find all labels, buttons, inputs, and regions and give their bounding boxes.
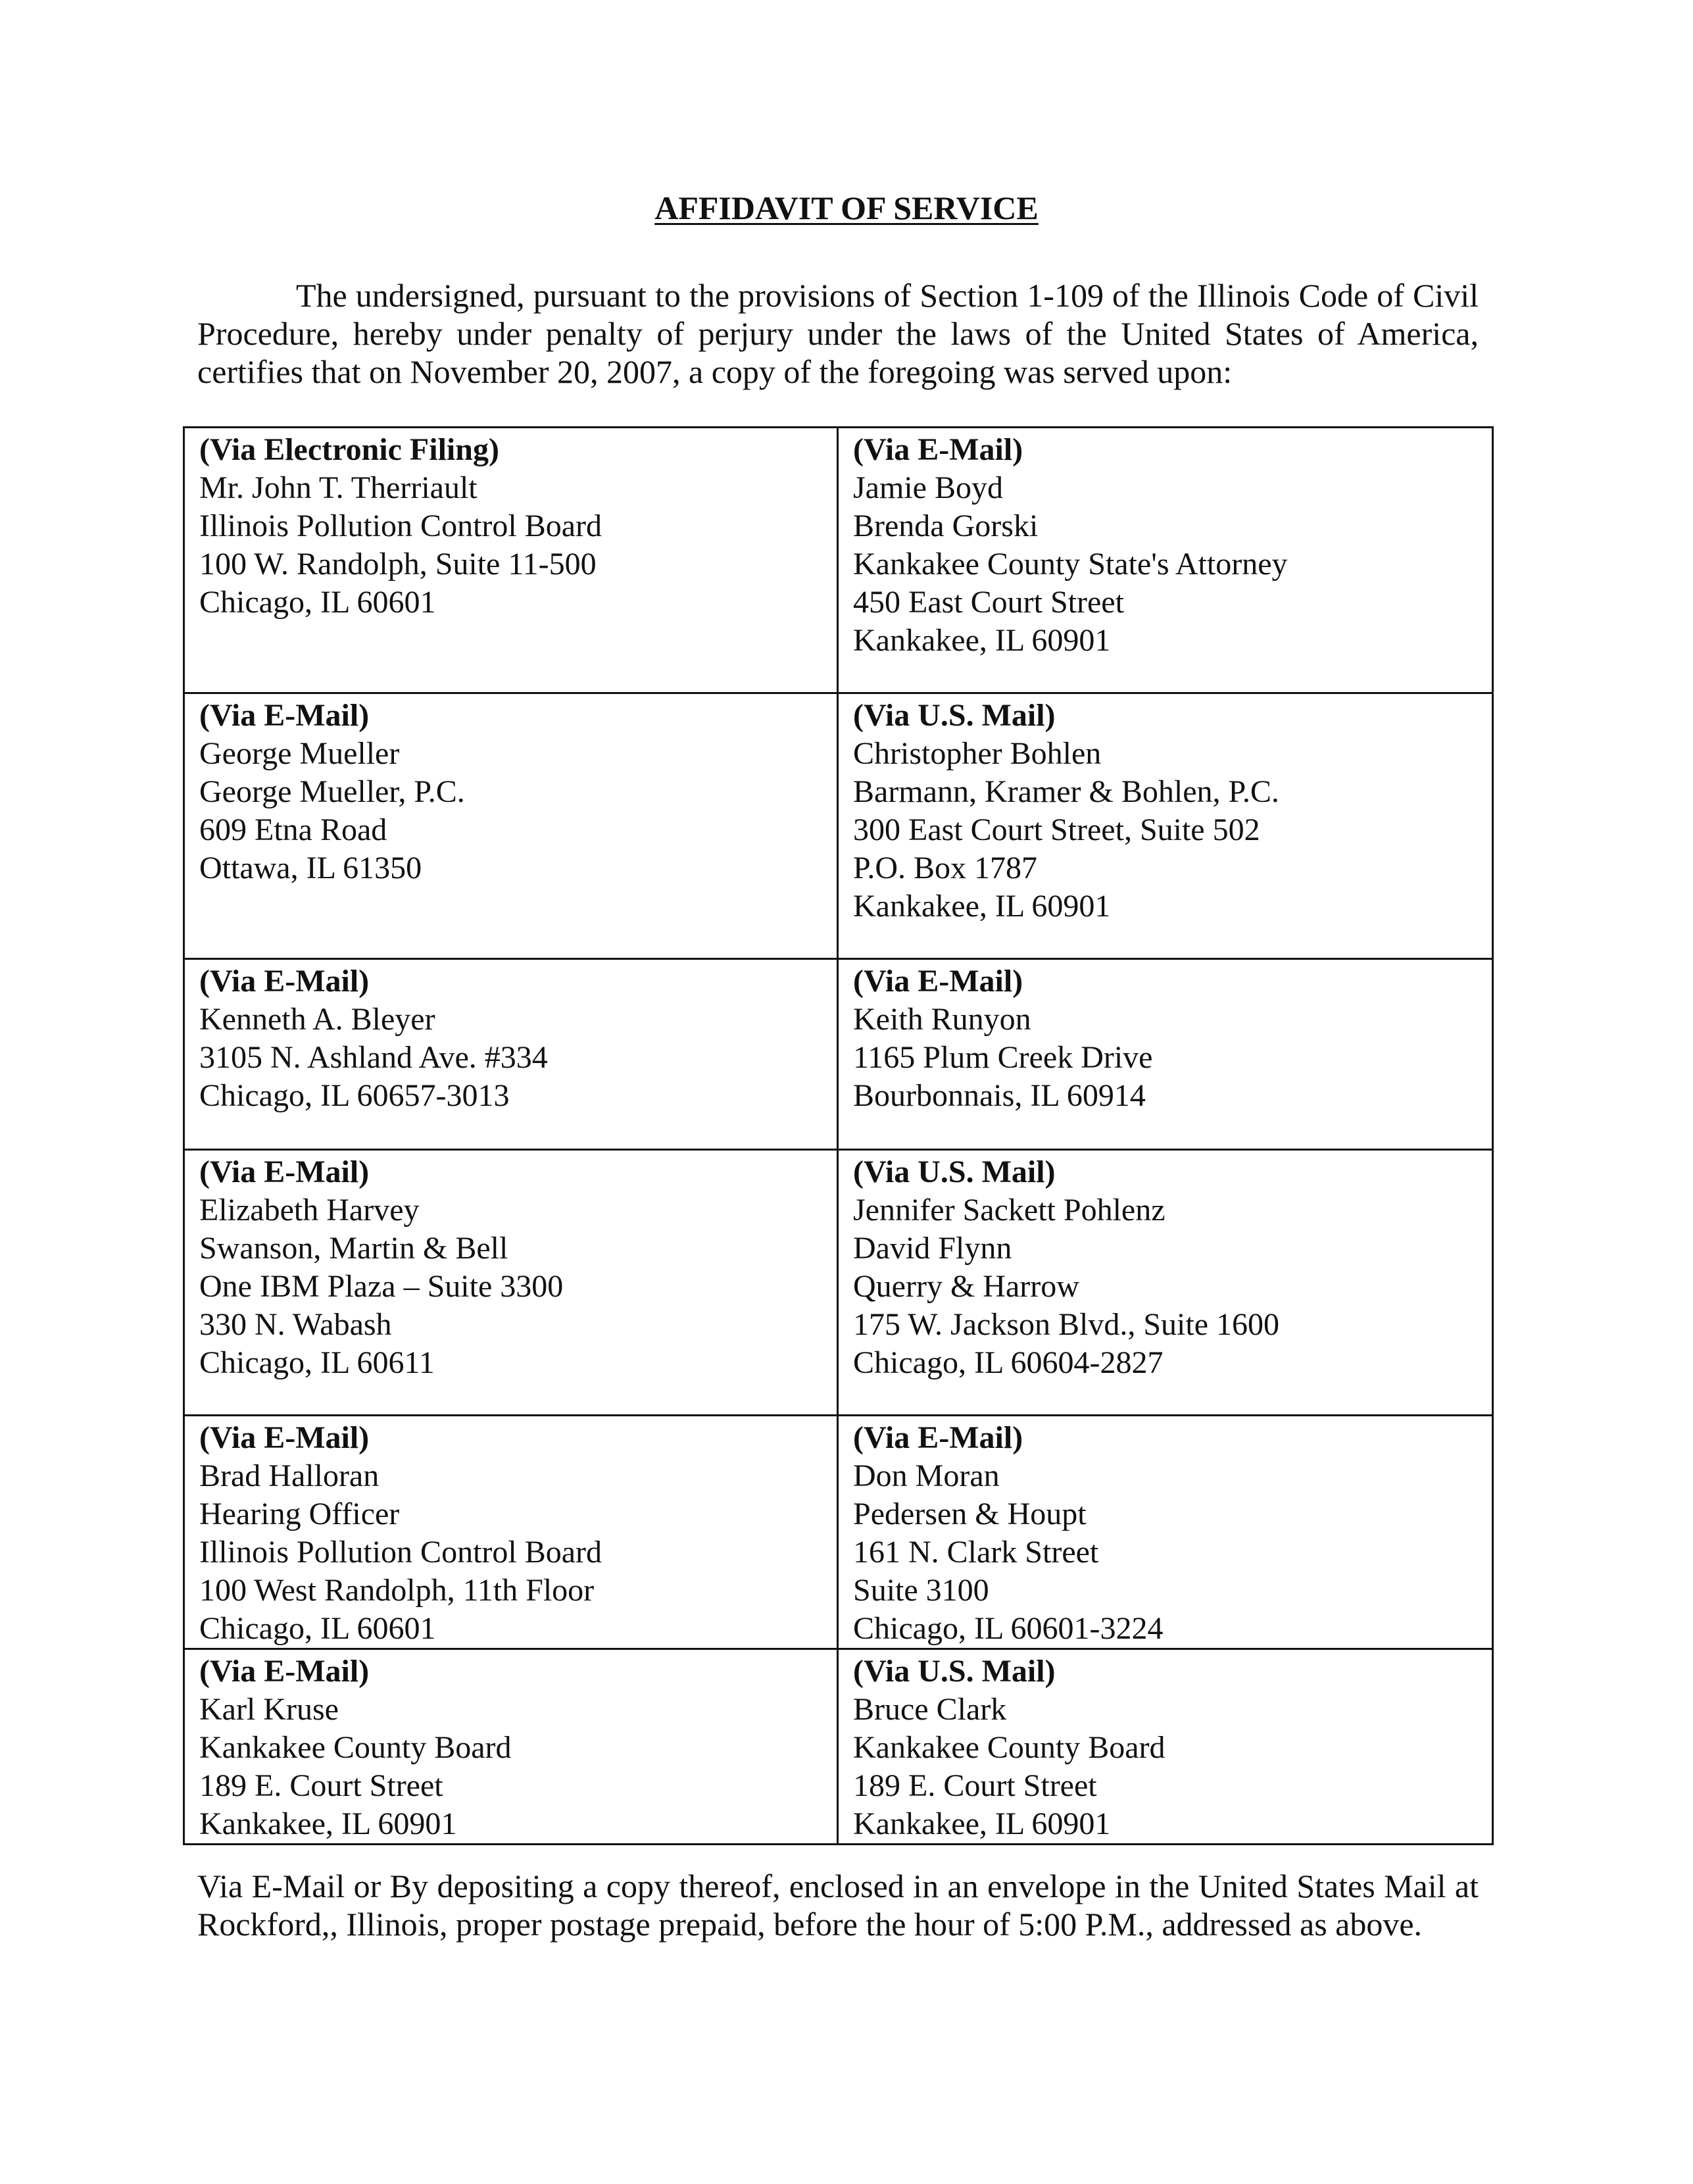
recipient-line: 609 Etna Road <box>199 812 387 847</box>
recipient-line: Don Moran <box>853 1458 1000 1493</box>
recipient-cell <box>184 428 838 693</box>
service-method: (Via E-Mail) <box>199 1420 370 1455</box>
table-row <box>184 693 1493 959</box>
service-method: (Via E-Mail) <box>853 964 1023 999</box>
service-list-table <box>183 426 1494 1845</box>
recipient-line: Chicago, IL 60601 <box>199 1611 436 1646</box>
recipient-line: Hearing Officer <box>199 1497 400 1531</box>
recipient-line: 175 W. Jackson Blvd., Suite 1600 <box>853 1307 1280 1342</box>
recipient-line: Illinois Pollution Control Board <box>199 1535 602 1570</box>
recipient-line: Christopher Bohlen <box>853 736 1102 771</box>
recipient-line: 161 N. Clark Street <box>853 1535 1099 1570</box>
table-row <box>184 959 1493 1150</box>
recipient-line: 3105 N. Ashland Ave. #334 <box>199 1040 548 1075</box>
recipient-cell <box>184 1416 838 1649</box>
service-method: (Via E-Mail) <box>199 1154 370 1189</box>
recipient-line: P.O. Box 1787 <box>853 851 1038 885</box>
recipient-line: Chicago, IL 60611 <box>199 1345 435 1380</box>
recipient-line: Barmann, Kramer & Bohlen, P.C. <box>853 774 1279 809</box>
recipient-cell <box>838 428 1493 693</box>
recipient-line: 189 E. Court Street <box>853 1768 1097 1803</box>
recipient-cell <box>184 1150 838 1416</box>
recipient-line: Jamie Boyd <box>853 470 1003 505</box>
recipient-cell <box>184 1649 838 1845</box>
recipient-cell <box>838 959 1493 1150</box>
document-title: AFFIDAVIT OF SERVICE <box>654 189 1039 226</box>
recipient-cell <box>184 693 838 959</box>
recipient-line: Chicago, IL 60604-2827 <box>853 1345 1164 1380</box>
recipient-cell <box>838 1150 1493 1416</box>
service-method: (Via E-Mail) <box>199 698 370 733</box>
service-method: (Via U.S. Mail) <box>853 1154 1056 1189</box>
table-row <box>184 1649 1493 1845</box>
recipient-line: Kankakee, IL 60901 <box>199 1806 457 1841</box>
recipient-line: Keith Runyon <box>853 1002 1031 1037</box>
recipient-line: Mr. John T. Therriault <box>199 470 478 505</box>
service-method: (Via U.S. Mail) <box>853 1654 1056 1689</box>
recipient-line: Chicago, IL 60657-3013 <box>199 1078 510 1113</box>
recipient-cell <box>184 959 838 1150</box>
service-method: (Via U.S. Mail) <box>853 698 1056 733</box>
recipient-line: Kankakee, IL 60901 <box>853 889 1111 924</box>
table-row <box>184 1416 1493 1649</box>
recipient-line: Jennifer Sackett Pohlenz <box>853 1193 1165 1228</box>
recipient-line: Kenneth A. Bleyer <box>199 1002 435 1037</box>
service-method: (Via E-Mail) <box>199 964 370 999</box>
service-method: (Via E-Mail) <box>853 432 1023 467</box>
recipient-line: George Mueller, P.C. <box>199 774 465 809</box>
recipient-line: Chicago, IL 60601 <box>199 585 436 620</box>
recipient-line: Kankakee County State's Attorney <box>853 547 1288 582</box>
recipient-line: 330 N. Wabash <box>199 1307 392 1342</box>
service-method: (Via E-Mail) <box>853 1420 1023 1455</box>
recipient-line: Chicago, IL 60601-3224 <box>853 1611 1164 1646</box>
recipient-line: 450 East Court Street <box>853 585 1124 620</box>
recipient-line: Kankakee County Board <box>853 1730 1165 1765</box>
recipient-line: Elizabeth Harvey <box>199 1193 420 1228</box>
recipient-line: Karl Kruse <box>199 1692 339 1727</box>
intro-paragraph: The undersigned, pursuant to the provisions of Section 1-109 of the Illinois Code of Civil Procedure, hereby under penalty of perjury under the laws of the United States of America, certifies that on November 20, 2007, a copy of the foregoing was served upon: <box>197 277 1479 390</box>
recipient-cell <box>838 693 1493 959</box>
closing-paragraph: Via E-Mail or By depositing a copy thereof, enclosed in an envelope in the United States Mail at Rockford,, Illinois, proper postage prepaid, before the hour of 5:00 P.M., addressed as above. <box>197 1868 1479 1943</box>
recipient-line: Kankakee County Board <box>199 1730 512 1765</box>
recipient-cell <box>838 1649 1493 1845</box>
recipient-line: 100 West Randolph, 11th Floor <box>199 1573 595 1608</box>
recipient-line: Illinois Pollution Control Board <box>199 509 602 543</box>
recipient-line: Ottawa, IL 61350 <box>199 851 422 885</box>
service-method: (Via E-Mail) <box>199 1654 370 1689</box>
recipient-line: Kankakee, IL 60901 <box>853 1806 1111 1841</box>
recipient-line: Brad Halloran <box>199 1458 380 1493</box>
recipient-line: Bourbonnais, IL 60914 <box>853 1078 1146 1113</box>
recipient-line: George Mueller <box>199 736 400 771</box>
recipient-line: Querry & Harrow <box>853 1269 1079 1304</box>
recipient-line: Kankakee, IL 60901 <box>853 623 1111 658</box>
recipient-line: 100 W. Randolph, Suite 11-500 <box>199 547 597 582</box>
service-method: (Via Electronic Filing) <box>199 432 499 467</box>
recipient-line: 189 E. Court Street <box>199 1768 443 1803</box>
recipient-line: Swanson, Martin & Bell <box>199 1231 508 1266</box>
recipient-line: Bruce Clark <box>853 1692 1007 1727</box>
recipient-line: 300 East Court Street, Suite 502 <box>853 812 1260 847</box>
recipient-cell <box>838 1416 1493 1649</box>
recipient-line: Suite 3100 <box>853 1573 989 1608</box>
recipient-line: Pedersen & Houpt <box>853 1497 1087 1531</box>
recipient-line: David Flynn <box>853 1231 1012 1266</box>
table-row <box>184 1150 1493 1416</box>
recipient-line: One IBM Plaza – Suite 3300 <box>199 1269 564 1304</box>
recipient-line: 1165 Plum Creek Drive <box>853 1040 1153 1075</box>
table-row <box>184 428 1493 693</box>
recipient-line: Brenda Gorski <box>853 509 1039 543</box>
